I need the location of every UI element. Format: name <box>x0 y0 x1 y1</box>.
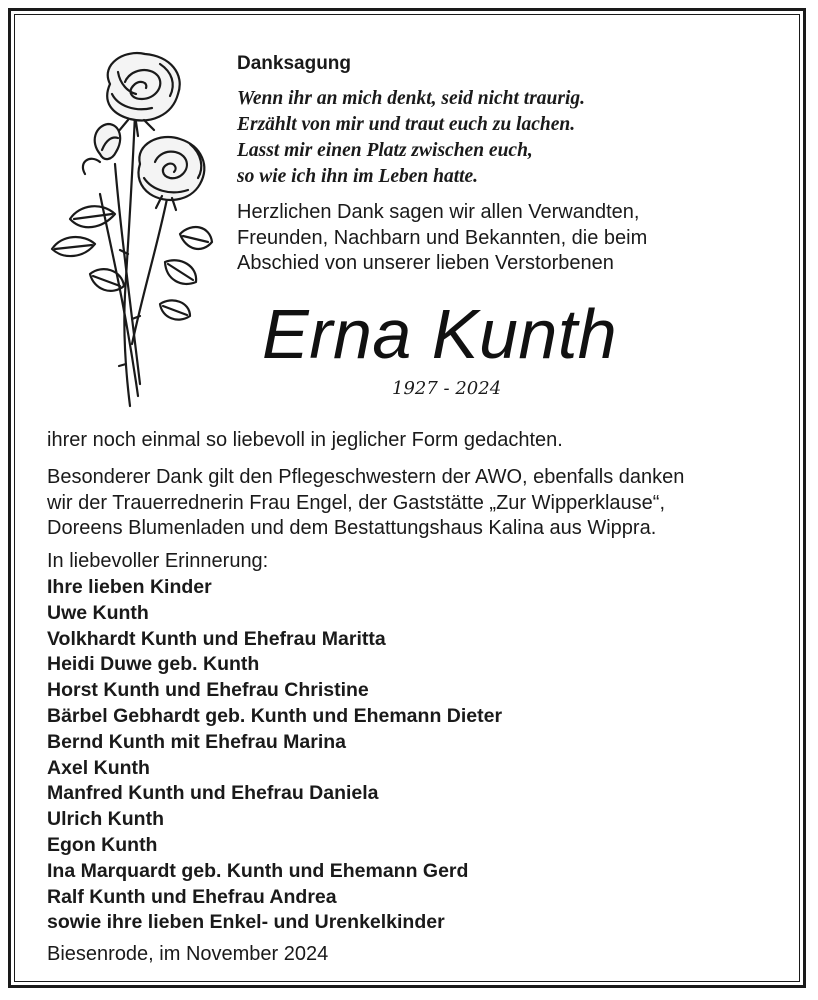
place-date: Biesenrode, im November 2024 <box>47 943 329 965</box>
poem-line: Erzählt von mir und traut euch zu lachen. <box>237 114 576 135</box>
special-thanks-line: Doreens Blumenladen und dem Bestattungshaus Kalina aus Wippra. <box>47 517 657 539</box>
thanks-line: Herzlichen Dank sagen wir allen Verwandten, <box>237 201 640 223</box>
family-entry: Bärbel Gebhardt geb. Kunth und Ehemann Dieter <box>47 704 503 727</box>
thanks-line: Abschied von unserer lieben Verstorbenen <box>237 252 614 274</box>
rose-icon <box>40 44 220 414</box>
family-entry: sowie ihre lieben Enkel- und Urenkelkinder <box>47 911 445 934</box>
family-entry: Axel Kunth <box>47 756 150 779</box>
family-entry: Ralf Kunth und Ehefrau Andrea <box>47 885 337 908</box>
heading: Danksagung <box>237 53 352 74</box>
poem-line: Lasst mir einen Platz zwischen euch, <box>237 140 533 161</box>
poem <box>237 86 585 190</box>
life-years: 1927 - 2024 <box>392 378 502 399</box>
memory-intro-line: In liebevoller Erinnerung: <box>47 550 269 572</box>
family-entry: Ihre lieben Kinder <box>47 576 212 598</box>
memory-intro <box>47 549 268 575</box>
thanks-text <box>237 200 647 277</box>
family-entry: Uwe Kunth <box>47 601 149 624</box>
poem-line: so wie ich ihn im Leben hatte. <box>237 166 479 187</box>
deceased-name: Erna Kunth <box>262 295 618 373</box>
family-entry: Egon Kunth <box>47 833 158 856</box>
thanks-line: Freunden, Nachbarn und Bekannten, die beim <box>237 226 648 249</box>
family-entry: Horst Kunth und Ehefrau Christine <box>47 679 369 702</box>
family-entry: Heidi Duwe geb. Kunth <box>47 653 260 676</box>
special-thanks <box>47 465 684 542</box>
remembrance-line: ihrer noch einmal so liebevoll in jeglicher Form gedachten. <box>47 429 563 451</box>
remembrance-text <box>47 428 563 454</box>
family-entry: Ina Marquardt geb. Kunth und Ehemann Gerd <box>47 859 469 882</box>
family-entry: Ulrich Kunth <box>47 808 164 831</box>
family-entry: Volkhardt Kunth und Ehefrau Maritta <box>47 627 386 650</box>
poem-line: Wenn ihr an mich denkt, seid nicht traurig. <box>237 88 586 109</box>
special-thanks-line: wir der Trauerrednerin Frau Engel, der Gaststätte „Zur Wipperklause“, <box>47 491 666 514</box>
family-entry: Bernd Kunth mit Ehefrau Marina <box>47 730 347 753</box>
family-entry: Manfred Kunth und Ehefrau Daniela <box>47 782 379 805</box>
special-thanks-line: Besonderer Dank gilt den Pflegeschwestern der AWO, ebenfalls danken <box>47 466 685 488</box>
family-list <box>47 575 502 936</box>
